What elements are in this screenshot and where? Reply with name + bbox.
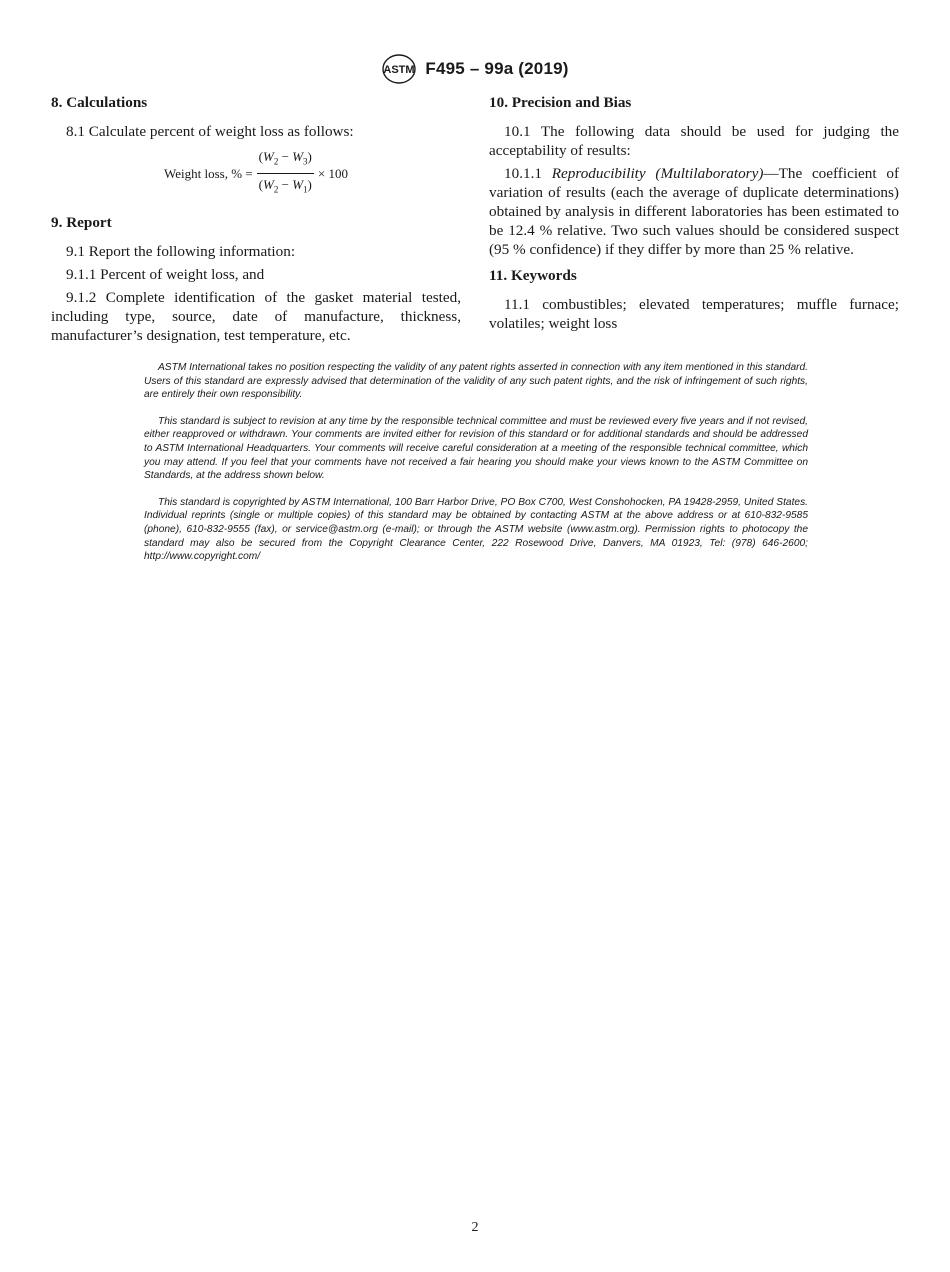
paragraph-10-1-1: 10.1.1 Reproducibility (Multilaboratory)—The coefficient of variation of results (each the average of duplicate determinations) obtained by analysis in different laboratories has been estimated to be 12.4 % relative. Two such values should be considered suspect (95 % confidence) if they differ by more than 25 % relative. (489, 165, 899, 258)
paragraph-9-1-2: 9.1.2 Complete identification of the gasket material tested, including type, source, date of manufacture, thickness, manufacturer’s designation, test temperature, etc. (51, 289, 461, 345)
page-header (0, 52, 950, 86)
formula-rhs: × 100 (317, 165, 348, 181)
section-heading-report: 9. Report (51, 214, 112, 232)
document-designation: F495 – 99a (2019) (425, 59, 569, 78)
section-heading-precision-bias: 10. Precision and Bias (489, 94, 632, 111)
weight-loss-formula (51, 147, 461, 199)
formula-numerator: $(W_2 - W_3)$ (257, 147, 314, 174)
legal-notices (144, 361, 808, 577)
astm-logo-icon (381, 53, 417, 85)
paragraph-9-1: 9.1 Report the following information: (66, 243, 296, 261)
svg-text:ASTM: ASTM (383, 64, 415, 76)
formula-fraction (257, 147, 314, 199)
section-heading-calculations: 8. Calculations (51, 94, 148, 111)
page-number: 2 (471, 1220, 479, 1235)
left-column (51, 93, 461, 349)
revision-notice: This standard is subject to revision at any time by the responsible technical committee and must be reviewed every five years and if not revised, either reapproved or withdrawn. Your comments are invited either for revision of this standard or for additional standards and should be addressed to ASTM International Headquarters. Your comments will receive careful consideration at a meeting of the responsible technical committee, which you may attend. If you feel that your comments have not received a fair hearing you should make your views known to the ASTM Committee on Standards, at the address shown below. (144, 415, 808, 482)
formula-lhs: Weight loss, % = (164, 165, 253, 181)
paragraph-10-1: 10.1 The following data should be used for judging the acceptability of results: (489, 123, 899, 159)
paragraph-9-1-1: 9.1.1 Percent of weight loss, and (66, 266, 265, 284)
formula-denominator: $(W_2 - W_1)$ (258, 176, 312, 195)
section-heading-keywords: 11. Keywords (489, 267, 577, 284)
copyright-notice: This standard is copyrighted by ASTM International, 100 Barr Harbor Drive, PO Box C700, West Conshohocken, PA 19428-2959, United States. Individual reprints (single or multiple copies) of this standard may be obtained by contacting ASTM at the above address or at 610-832-9585 (phone), 610-832-9555 (fax), or service@astm.org (e-mail); or through the ASTM website (www.astm.org). Permission rights to photocopy the standard may also be secured from the Copyright Clearance Center, 222 Rosewood Drive, Danvers, MA 01923, Tel: (978) 646-2600; http://www.copyright.com/ (144, 496, 808, 563)
paragraph-11-1: 11.1 combustibles; elevated temperatures; muffle furnace; volatiles; weight loss (489, 296, 899, 332)
paragraph-8-1: 8.1 Calculate percent of weight loss as follows: (66, 123, 354, 140)
patent-notice: ASTM International takes no position respecting the validity of any patent rights asserted in connection with any item mentioned in this standard. Users of this standard are expressly advised that determination of the validity of any such patent rights, and the risk of infringement of such rights, are entirely their own responsibility. (144, 362, 808, 401)
right-column (489, 93, 899, 337)
